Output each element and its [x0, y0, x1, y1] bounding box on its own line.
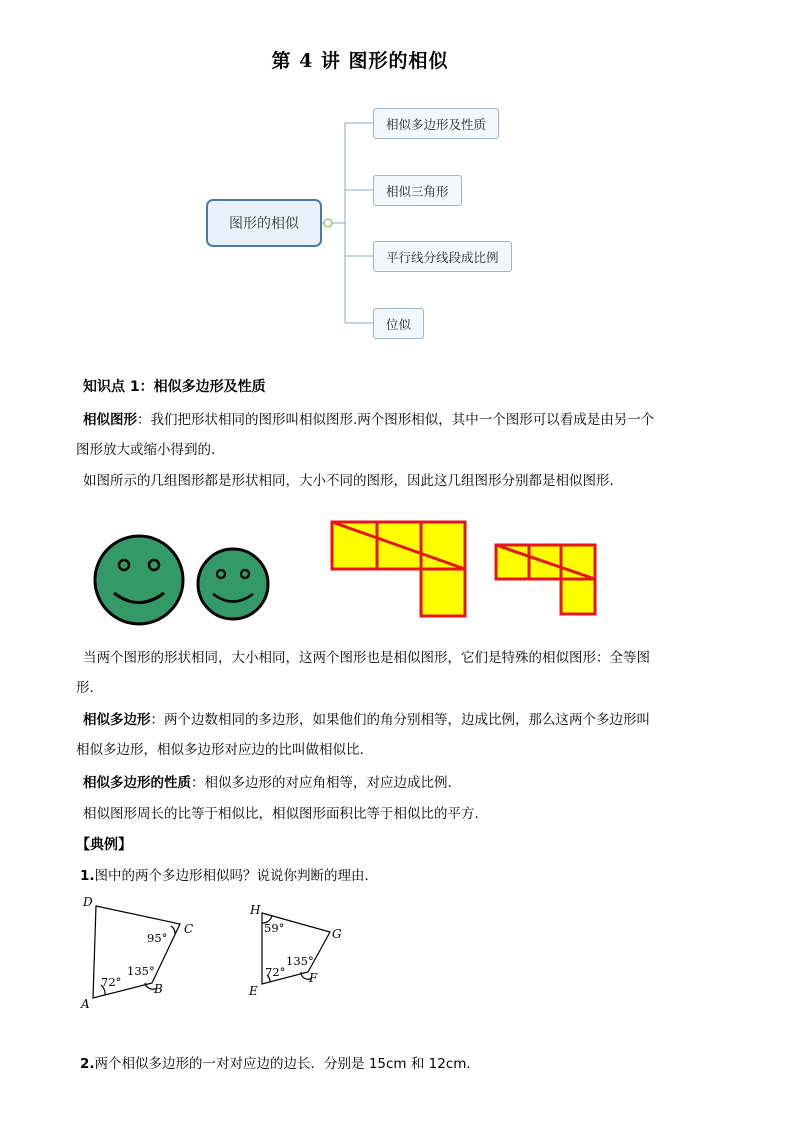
def-text-line1: ：我们把形状相同的图形叫相似图形.两个图形相似，其中一个图形可以看成是由另一个 [137, 412, 655, 428]
small-squares-shape [496, 545, 595, 614]
poly-text-line2: 相似多边形，相似多边形对应边的比叫做相似比. [76, 742, 364, 758]
vertex-label-G: G [332, 927, 342, 941]
similar-polygons-definition [83, 705, 723, 735]
angle-label-B: 135° [127, 964, 155, 978]
angle-label-H: 59° [264, 921, 285, 935]
collapse-toggle-icon [324, 219, 332, 227]
poly-text-line1: ：两个边数相同的多边形，如果他们的角分别相等，边成比例，那么这两个多边形叫 [150, 712, 650, 728]
polygon-properties [83, 768, 723, 798]
mindmap-central-node[interactable]: 图形的相似 [206, 199, 322, 247]
angle-label-E: 72° [265, 965, 286, 979]
congruent-text-line1: 当两个图形的形状相同，大小相同，这两个图形也是相似图形，它们是特殊的相似图形：全等图 [83, 650, 650, 666]
vertex-label-H: H [250, 903, 261, 917]
mindmap-node-parallel-lines[interactable]: 平行线分线段成比例 [373, 241, 512, 272]
small-smiley-icon [198, 549, 268, 619]
polygon-figures [70, 890, 370, 1020]
similar-figures-definition [83, 405, 723, 435]
perimeter-area-text: 相似图形周长的比等于相似比，相似图形面积比等于相似比的平方. [83, 806, 479, 822]
term-similar-figures: 相似图形 [83, 412, 137, 428]
mindmap-node-similar-polygons[interactable]: 相似多边形及性质 [373, 108, 499, 139]
question-1 [80, 861, 720, 891]
vertex-label-F: F [309, 971, 318, 985]
def-text-line2: 图形放大或缩小得到的. [76, 442, 216, 458]
example-text: 如图所示的几组图形都是形状相同，大小不同的图形，因此这几组图形分别都是相似图形. [83, 473, 614, 489]
large-smiley-icon [95, 536, 183, 624]
similar-figures-illustration [80, 510, 620, 630]
angle-label-A: 72° [101, 975, 122, 989]
vertex-label-D: D [83, 895, 93, 909]
vertex-label-E: E [249, 984, 258, 998]
term-similar-polygons: 相似多边形 [83, 712, 151, 728]
vertex-label-C: C [184, 922, 194, 936]
question-2-text: 两个相似多边形的一对对应边的边长．分别是 15cm 和 12cm． [94, 1056, 480, 1072]
congruent-text-line2: 形. [76, 680, 94, 696]
question-2 [80, 1049, 720, 1079]
section-heading: 知识点 1：相似多边形及性质 [83, 379, 266, 395]
vertex-label-B: B [154, 982, 163, 996]
term-polygon-properties: 相似多边形的性质 [83, 775, 191, 791]
prop-text: ：相似多边形的对应角相等，对应边成比例. [191, 775, 452, 791]
question-1-text: 图中的两个多边形相似吗？说说你判断的理由． [94, 868, 379, 884]
vertex-label-A: A [81, 997, 90, 1011]
angle-label-F: 135° [286, 954, 314, 968]
question-2-number: 2. [80, 1056, 95, 1072]
mindmap-node-homothety[interactable]: 位似 [373, 308, 424, 339]
large-squares-shape [332, 522, 465, 616]
examples-heading: 【典例】 [76, 837, 132, 853]
angle-label-C: 95° [147, 931, 168, 945]
question-1-number: 1. [80, 868, 95, 884]
page-title: 第 4 讲 图形的相似 [271, 50, 449, 72]
mindmap-node-similar-triangles[interactable]: 相似三角形 [373, 175, 462, 206]
